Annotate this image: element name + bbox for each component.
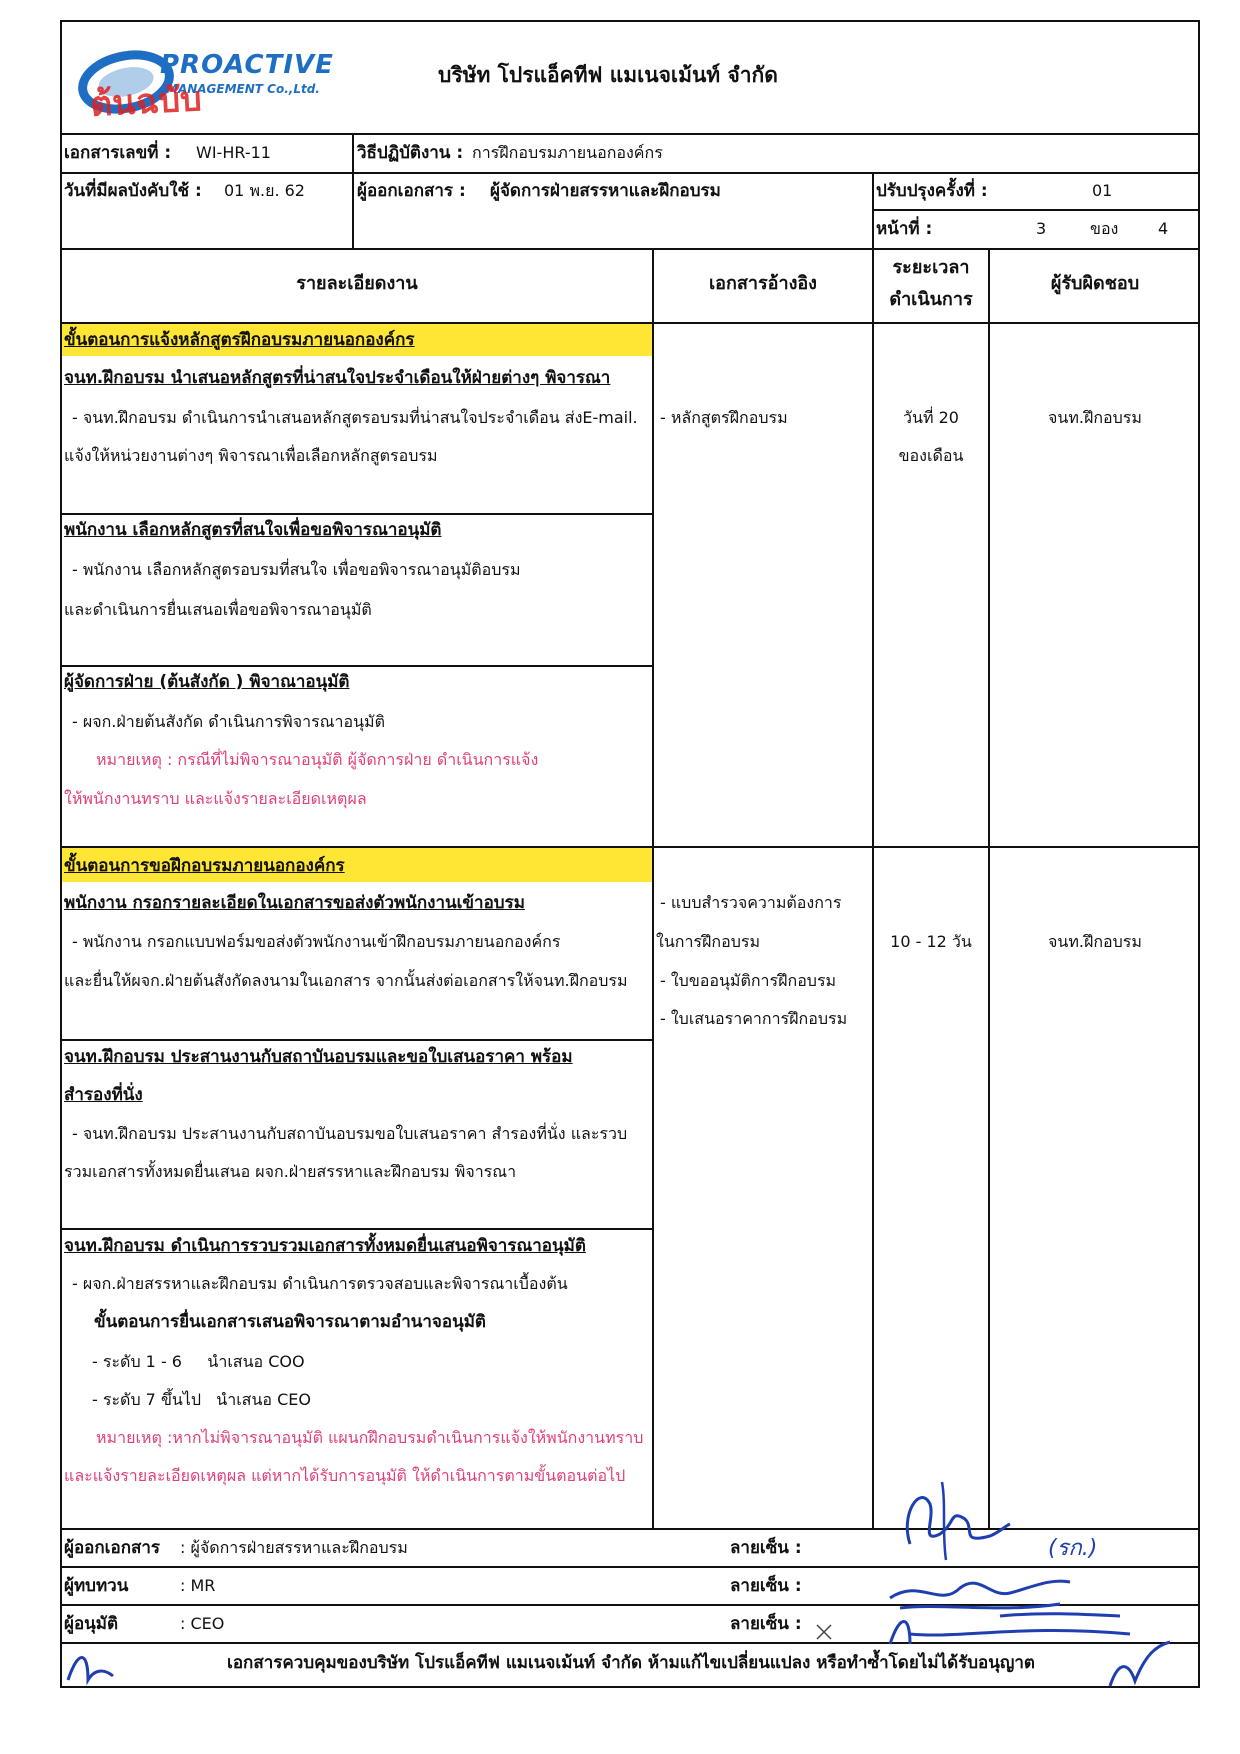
- col-reference-header: เอกสารอ้างอิง: [709, 273, 817, 294]
- step-1-line-2: แจ้งให้หน่วยงานต่างๆ พิจารณาเพื่อเลือกหลักสูตรอบรม: [64, 446, 438, 465]
- step-3-note-1: หมายเหตุ : กรณีที่ไม่พิจารณาอนุมัติ ผู้จัดการฝ่าย ดำเนินการแจ้ง: [96, 750, 539, 769]
- revision: 01: [1092, 181, 1113, 200]
- step-3-note-2: ให้พนักงานทราบ และแจ้งรายละเอียดเหตุผล: [64, 789, 367, 808]
- total-pages: 4: [1158, 219, 1169, 238]
- signoff-approver-label: ผู้อนุมัติ: [64, 1614, 119, 1634]
- step-3-line-1: - ผจก.ฝ่ายต้นสังกัด ดำเนินการพิจารณาอนุมัติ: [72, 712, 385, 731]
- col-responsible-header: ผู้รับผิดชอบ: [1050, 273, 1140, 294]
- section-2-reference-3: - ใบขออนุมัติการฝึกอบรม: [660, 971, 837, 990]
- step-2-heading: พนักงาน เลือกหลักสูตรที่สนใจเพื่อขอพิจารณาอนุมัติ: [64, 520, 442, 540]
- logo-name: PROACTIVE: [160, 50, 334, 80]
- of-label: ของ: [1090, 219, 1119, 238]
- issuer: ผู้จัดการฝ่ายสรรหาและฝึกอบรม: [490, 181, 721, 201]
- company-name: บริษัท โปรแอ็คทีฟ แมเนจเม้นท์ จำกัด: [438, 63, 778, 87]
- step-4-heading: พนักงาน กรอกรายละเอียดในเอกสารขอส่งตัวพนักงานเข้าอบรม: [64, 893, 525, 913]
- footer-notice: เอกสารควบคุมของบริษัท โปรแอ็คทีฟ แมเนจเม้นท์ จำกัด ห้ามแก้ไขเปลี่ยนแปลง หรือทำซ้ำโดยไม่ได้รับอนุญาต: [227, 1653, 1035, 1673]
- signoff-approver: : CEO: [180, 1614, 225, 1633]
- step-3-heading: ผู้จัดการฝ่าย (ต้นสังกัด ) พิจาณาอนุมัติ: [64, 672, 350, 692]
- section-1-title: ขั้นตอนการแจ้งหลักสูตรฝึกอบรมภายนอกองค์กร: [64, 330, 415, 350]
- signoff-reviewer-label: ผู้ทบทวน: [64, 1576, 129, 1596]
- signoff-reviewer-sign-label: ลายเซ็น :: [730, 1576, 802, 1596]
- section-1-responsible: จนท.ฝึกอบรม: [1048, 408, 1142, 427]
- signature-issuer: [880, 1474, 1020, 1564]
- signoff-issuer-label: ผู้ออกเอกสาร: [64, 1538, 161, 1558]
- page-number: 3: [1036, 219, 1047, 238]
- page-label: หน้าที่ :: [876, 219, 933, 239]
- step-6-sub-heading: ขั้นตอนการยื่นเอกสารเสนอพิจารณาตามอำนาจอนุมัติ: [94, 1312, 486, 1332]
- col-duration-header-2: ดำเนินการ: [889, 289, 973, 310]
- signoff-issuer: : ผู้จัดการฝ่ายสรรหาและฝึกอบรม: [180, 1538, 408, 1557]
- step-5-line-2: รวมเอกสารทั้งหมดยื่นเสนอ ผจก.ฝ่ายสรรหาและฝึกอบรม พิจารณา: [64, 1162, 517, 1181]
- section-2-duration: 10 - 12 วัน: [890, 932, 972, 951]
- section-1-duration-1: วันที่ 20: [903, 408, 959, 427]
- step-1-heading: จนท.ฝึกอบรม นำเสนอหลักสูตรที่น่าสนใจประจำเดือนให้ฝ่ายต่างๆ พิจารณา: [64, 368, 611, 388]
- company-logo: [78, 40, 334, 125]
- step-4-line-2: และยื่นให้ผจก.ฝ่ายต้นสังกัดลงนามในเอกสาร จากนั้นส่งต่อเอกสารให้จนท.ฝึกอบรม: [64, 971, 628, 990]
- section-1-reference: - หลักสูตรฝึกอบรม: [660, 408, 788, 427]
- section-2-reference-2: ในการฝึกอบรม: [656, 932, 760, 951]
- section-2-responsible: จนท.ฝึกอบรม: [1048, 932, 1142, 951]
- col-duration-header-1: ระยะเวลา: [892, 257, 970, 278]
- signoff-reviewer: : MR: [180, 1576, 216, 1595]
- step-2-line-1: - พนักงาน เลือกหลักสูตรอบรมที่สนใจ เพื่อขอพิจารณาอนุมัติอบรม: [72, 560, 521, 579]
- step-5-line-1: - จนท.ฝึกอบรม ประสานงานกับสถาบันอบรมขอใบเสนอราคา สำรองที่นั่ง และรวบ: [72, 1124, 628, 1143]
- original-stamp: ต้นฉบับ: [89, 79, 203, 125]
- procedure-label: วิธีปฏิบัติงาน :: [357, 143, 464, 163]
- logo-subtitle: MANAGEMENT Co.,Ltd.: [166, 82, 320, 96]
- step-6-line-1: - ผจก.ฝ่ายสรรหาและฝึกอบรม ดำเนินการตรวจสอบและพิจารณาเบื้องต้น: [72, 1274, 568, 1293]
- issuer-label: ผู้ออกเอกสาร :: [357, 181, 466, 201]
- step-6-level-2: - ระดับ 7 ขึ้นไป นำเสนอ CEO: [92, 1390, 311, 1409]
- section-2-reference-1: - แบบสำรวจความต้องการ: [660, 893, 842, 912]
- section-1-duration-2: ของเดือน: [898, 446, 964, 465]
- step-5-heading-1: จนท.ฝึกอบรม ประสานงานกับสถาบันอบรมและขอใบเสนอราคา พร้อม: [64, 1047, 573, 1067]
- step-6-heading: จนท.ฝึกอบรม ดำเนินการรวบรวมเอกสารทั้งหมดยื่นเสนอพิจารณาอนุมัติ: [64, 1236, 586, 1256]
- doc-no-label: เอกสารเลขที่ :: [64, 143, 172, 163]
- signoff-issuer-sign-label: ลายเซ็น :: [730, 1538, 802, 1558]
- revision-label: ปรับปรุงครั้งที่ :: [876, 181, 988, 201]
- step-6-note-1: หมายเหตุ :หากไม่พิจารณาอนุมัติ แผนกฝึกอบรมดำเนินการแจ้งให้พนักงานทราบ: [96, 1428, 644, 1447]
- section-2-title: ขั้นตอนการขอฝึกอบรมภายนอกองค์กร: [64, 856, 345, 876]
- step-6-note-2: และแจ้งรายละเอียดเหตุผล แต่หากได้รับการอนุมัติ ให้ดำเนินการตามขั้นตอนต่อไป: [64, 1466, 626, 1485]
- effective-date: 01 พ.ย. 62: [224, 181, 305, 200]
- cross-mark-icon: [814, 1622, 834, 1642]
- step-2-line-2: และดำเนินการยื่นเสนอเพื่อขอพิจารณาอนุมัติ: [64, 600, 372, 619]
- initials-right: [1100, 1636, 1180, 1696]
- signoff-approver-sign-label: ลายเซ็น :: [730, 1614, 802, 1634]
- col-detail-header: รายละเอียดงาน: [296, 273, 418, 294]
- step-5-heading-2: สำรองที่นั่ง: [64, 1085, 143, 1105]
- section-2-reference-4: - ใบเสนอราคาการฝึกอบรม: [660, 1009, 848, 1028]
- effective-label: วันที่มีผลบังคับใช้ :: [64, 181, 202, 201]
- step-6-level-1: - ระดับ 1 - 6 นำเสนอ COO: [92, 1352, 305, 1371]
- step-1-line-1: - จนท.ฝึกอบรม ดำเนินการนำเสนอหลักสูตรอบรมที่น่าสนใจประจำเดือน ส่งE-mail.: [72, 408, 638, 427]
- procedure: การฝึกอบรมภายนอกองค์กร: [472, 143, 663, 162]
- signature-issuer-note: (รก.): [1048, 1536, 1098, 1561]
- step-4-line-1: - พนักงาน กรอกแบบฟอร์มขอส่งตัวพนักงานเข้าฝึกอบรมภายนอกองค์กร: [72, 932, 561, 951]
- initials-left: [58, 1640, 118, 1690]
- doc-no: WI-HR-11: [196, 143, 271, 162]
